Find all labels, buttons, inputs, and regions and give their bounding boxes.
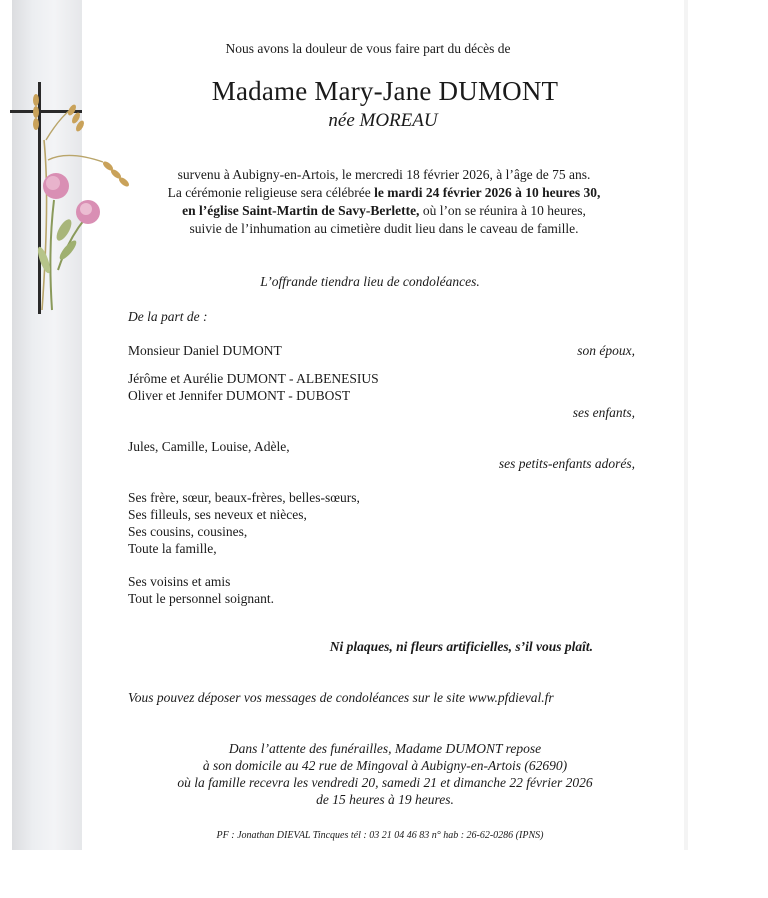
resting-line-2: à son domicile au 42 rue de Mingoval à Aubigny-en-Artois (62690) [202,758,568,773]
children-line-2: Oliver et Jennifer DUMONT - DUBOST [128,388,351,403]
resting-line-3: où la famille recevra les vendredi 20, samedi 21 et dimanche 22 février 2026 [177,775,593,790]
relatives-line-3: Ses cousins, cousines, [128,524,248,539]
online-condolences: Vous pouvez déposer vos messages de condoléances sur le site www.pfdieval.fr [128,690,554,705]
deceased-name: Madame Mary-Jane DUMONT [211,76,559,106]
children-role: ses enfants, [572,405,635,420]
ceremony-line-3: en l’église Saint-Martin de Savy-Berlette, où l’on se réunira à 10 heures, [182,203,586,218]
no-flowers-note: Ni plaques, ni fleurs artificielles, s’il vous plaît. [329,639,593,654]
offering-text: L’offrande tiendra lieu de condoléances. [260,274,480,289]
relatives-line-4: Toute la famille, [128,541,217,556]
ceremony-line-1: survenu à Aubigny-en-Artois, le mercredi 18 février 2026, à l’âge de 75 ans. [177,167,591,182]
relatives-line-2: Ses filleuls, ses neveux et nièces, [128,507,307,522]
ceremony-line-2: La cérémonie religieuse sera célébrée le mardi 24 février 2026 à 10 heures 30, [167,185,601,200]
resting-line-4: de 15 heures à 19 heures. [316,792,454,807]
resting-line-1: Dans l’attente des funérailles, Madame DUMONT repose [228,741,542,756]
ceremony-line-4: suivie de l’inhumation au cimetière dudit lieu dans le caveau de famille. [189,221,579,236]
maiden-name: née MOREAU [328,110,438,131]
others-line-2: Tout le personnel soignant. [128,591,275,606]
grandchildren-role: ses petits-enfants adorés, [498,456,635,471]
footer-funeral-home: PF : Jonathan DIEVAL Tincques tél : 03 21 04 46 83 n° hab : 26-62-0286 (IPNS) [216,830,544,841]
grandchildren-names: Jules, Camille, Louise, Adèle, [128,439,290,454]
page-edge [684,0,688,850]
spouse-role: son époux, [577,343,635,358]
children-line-1: Jérôme et Aurélie DUMONT - ALBENESIUS [128,371,379,386]
others-line-1: Ses voisins et amis [128,574,231,589]
from-label: De la part de : [128,309,208,324]
relatives-line-1: Ses frère, sœur, beaux-frères, belles-sœurs, [128,490,360,505]
intro-text: Nous avons la douleur de vous faire part du décès de [225,41,511,56]
spouse-name: Monsieur Daniel DUMONT [128,343,282,358]
